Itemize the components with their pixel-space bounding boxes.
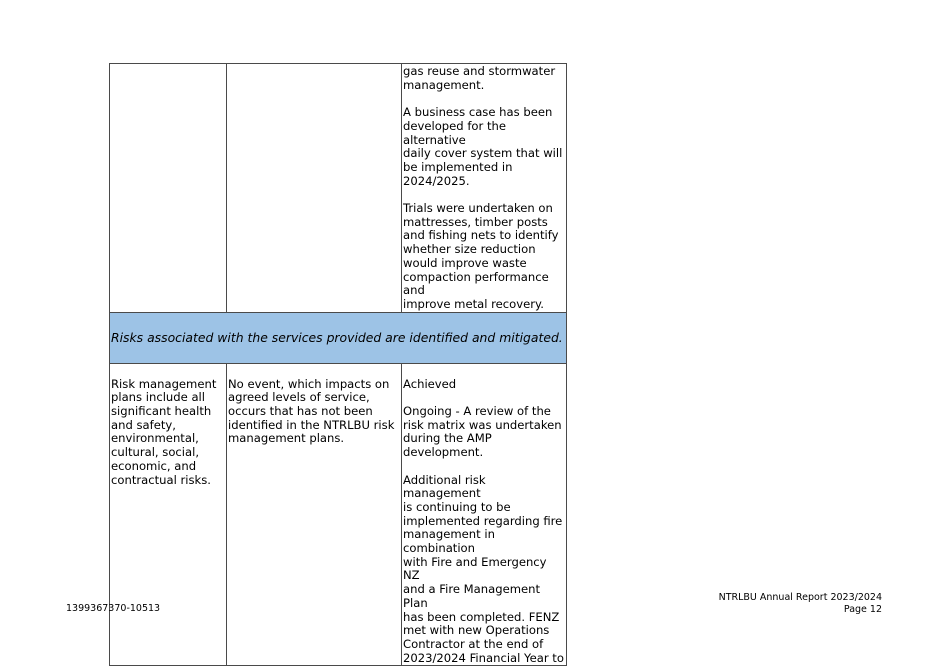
result-paragraph: A business case has been developed for the alternative daily cover system that will be implemented in 2024/2025. (403, 105, 563, 188)
table-cell-target: No event, which impacts on agreed levels of service, occurs that has not been identified in the NTRLBU risk management plans. (227, 363, 402, 666)
result-paragraph: Achieved (403, 376, 457, 391)
table-cell-performance-measure (110, 64, 227, 313)
result-paragraph: gas reuse and stormwater management. (403, 64, 556, 92)
result-paragraph: Additional risk management is continuing to be implemented regarding fire management in combination with Fire and Emergency NZ and a Fire Management Plan has been completed. FENZ met with new Operations Contractor at the end of 2023/2024 Financial Year to (403, 472, 564, 665)
section-heading: Risks associated with the services provided are identified and mitigated. (110, 312, 567, 363)
result-paragraph: Trials were undertaken on mattresses, timber posts and fishing nets to identify whether size reduction would improve waste compaction performance and improve metal recovery. (403, 201, 559, 311)
section-heading-row (110, 312, 567, 363)
table-row (110, 64, 567, 313)
table-cell-result (402, 363, 567, 666)
report-title: NTRLBU Annual Report 2023/2024 (718, 592, 882, 603)
page-number: Page 12 (843, 604, 882, 615)
levels-of-service-table (109, 63, 567, 666)
page-footer (719, 592, 882, 616)
table-cell-target (227, 64, 402, 313)
result-paragraph: Ongoing - A review of the risk matrix was undertaken during the AMP development. (403, 404, 562, 460)
table-cell-performance-measure: Risk management plans include all significant health and safety, environmental, cultural, social, economic, and contractual risks. (110, 363, 227, 666)
table-cell-result (402, 64, 567, 313)
document-id: 1399367370-10513 (66, 603, 161, 614)
table-row (110, 363, 567, 666)
